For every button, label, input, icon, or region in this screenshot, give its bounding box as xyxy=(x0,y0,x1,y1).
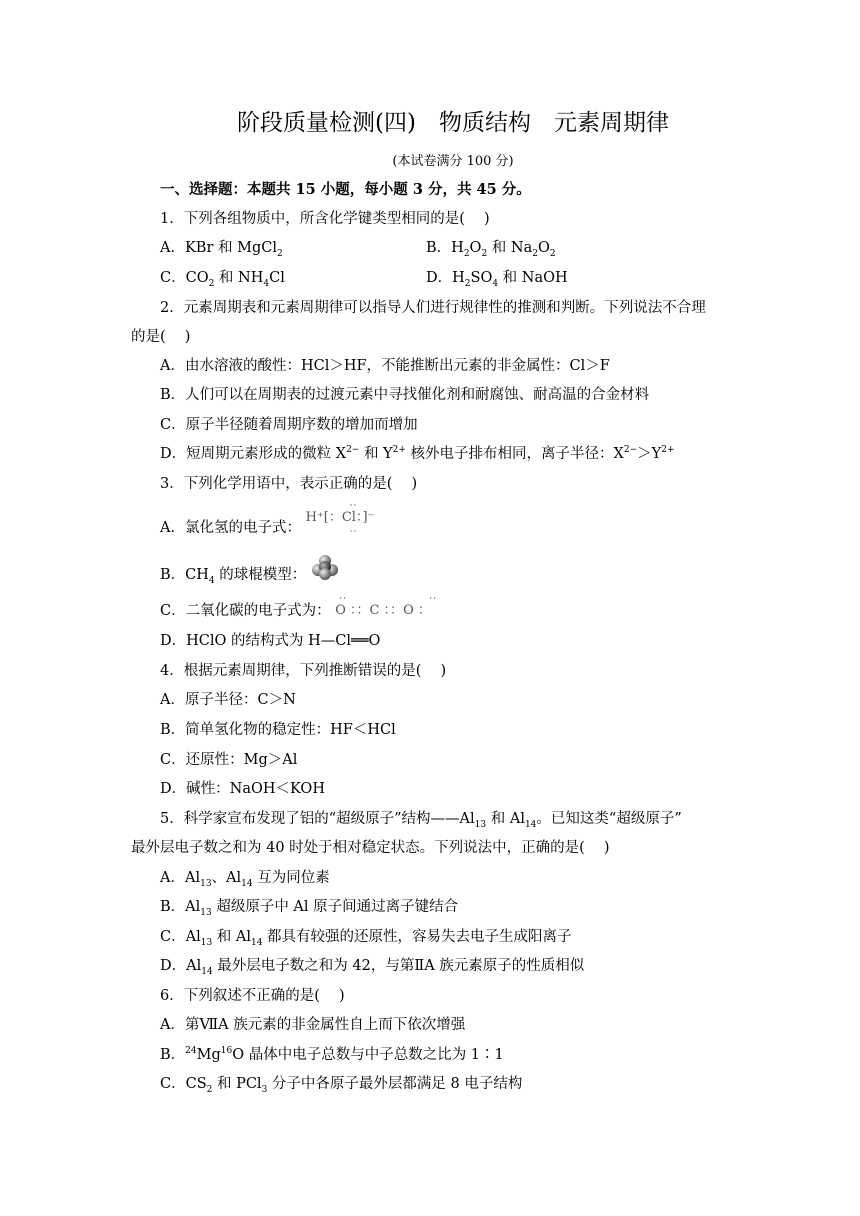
hcl-electron-formula: ·· H⁺[：Cl：]⁻ ·· xyxy=(305,501,375,537)
page-title: 阶段质量检测(四) 物质结构 元素周期律 xyxy=(237,110,669,136)
question-3-option-a: A．氯化氢的电子式： ·· H⁺[：Cl：]⁻ ·· xyxy=(160,501,375,537)
question-4-stem: 4．根据元素周期律，下列推断错误的是( ) xyxy=(160,663,447,679)
question-2-stem-cont: 的是( ) xyxy=(131,329,191,345)
question-5-option-b: B．$Al_{13}$ 超级原子中 Al 原子间通过离子键结合 xyxy=(160,899,459,918)
question-3-option-b: B．$CH_4$ 的球棍模型： xyxy=(160,561,339,589)
question-4-option-a: A．原子半径：C＞N xyxy=(160,692,296,708)
question-3-option-c: C．二氧化碳的电子式为： ·· ·· O ：：C ：：O ： xyxy=(160,594,437,619)
question-2-option-c: C．原子半径随着周期序数的增加而增加 xyxy=(160,417,418,433)
question-1-option-c: C．$CO_2$ 和 $NH_4Cl$ xyxy=(160,270,285,289)
question-1-option-a: A．KBr 和 MgCl$_2$ xyxy=(160,240,283,259)
question-6-stem: 6．下列叙述不正确的是( ) xyxy=(160,988,345,1004)
question-1-option-b: B．$H_2O_2$ 和 $Na_2O_2$ xyxy=(426,240,556,259)
question-5-option-a: A．$Al_{13}$、$Al_{14}$ 互为同位素 xyxy=(160,870,330,889)
section-heading: 一、选择题：本题共 15 小题，每小题 3 分，共 45 分。 xyxy=(160,181,531,198)
question-4-option-c: C．还原性：Mg＞Al xyxy=(160,752,298,768)
question-6-option-b: B．$^{24}$Mg$^{16}$O 晶体中电子总数与中子总数之比为 1∶1 xyxy=(160,1046,504,1063)
question-3-option-d: D．HClO 的结构式为 H—Cl══O xyxy=(160,633,381,649)
score-note: (本试卷满分 100 分) xyxy=(392,154,514,169)
question-5-option-d: D．$Al_{14}$ 最外层电子数之和为 42，与第ⅡA 族元素原子的性质相似 xyxy=(160,958,585,977)
question-3-stem: 3．下列化学用语中，表示正确的是( ) xyxy=(160,476,418,492)
question-6-option-c: C．$CS_2$ 和 PCl$_3$ 分子中各原子最外层都满足 8 电子结构 xyxy=(160,1076,523,1095)
question-1-option-d: D．$H_2SO_4$ 和 NaOH xyxy=(426,270,568,289)
ball-stick-model-icon xyxy=(311,553,339,581)
question-2-option-d: D．短周期元素形成的微粒 $X^{2-}$ 和 $Y^{2+}$ 核外电子排布相同，离子半径：$X^{2-}>Y^{2+}$ xyxy=(160,445,675,462)
question-6-option-a: A．第ⅦA 族元素的非金属性自上而下依次增强 xyxy=(160,1017,466,1033)
question-2-stem: 2．元素周期表和元素周期律可以指导人们进行规律性的推测和判断。下列说法不合理 xyxy=(160,300,706,316)
question-5-stem: 5．科学家宣布发现了铝的“超级原子”结构$——Al_{13}$ 和 $Al_{14}$。已知这类“超级原子” xyxy=(160,811,682,830)
question-2-option-b: B．人们可以在周期表的过渡元素中寻找催化剂和耐腐蚀、耐高温的合金材料 xyxy=(160,387,650,403)
co2-electron-formula: ·· ·· O ：：C ：：O ： xyxy=(335,594,437,618)
question-5-option-c: C．$Al_{13}$ 和 $Al_{14}$ 都具有较强的还原性，容易失去电子生成阳离子 xyxy=(160,929,572,948)
question-4-option-b: B．简单氢化物的稳定性：HF＜HCl xyxy=(160,722,396,738)
question-4-option-d: D．碱性：NaOH＜KOH xyxy=(160,781,325,797)
question-1-stem: 1．下列各组物质中，所含化学键类型相同的是( ) xyxy=(160,211,490,227)
question-2-option-a: A．由水溶液的酸性：HCl＞HF，不能推断出元素的非金属性：Cl＞F xyxy=(160,358,610,374)
question-5-stem-cont: 最外层电子数之和为 40 时处于相对稳定状态。下列说法中，正确的是( ) xyxy=(131,840,610,856)
